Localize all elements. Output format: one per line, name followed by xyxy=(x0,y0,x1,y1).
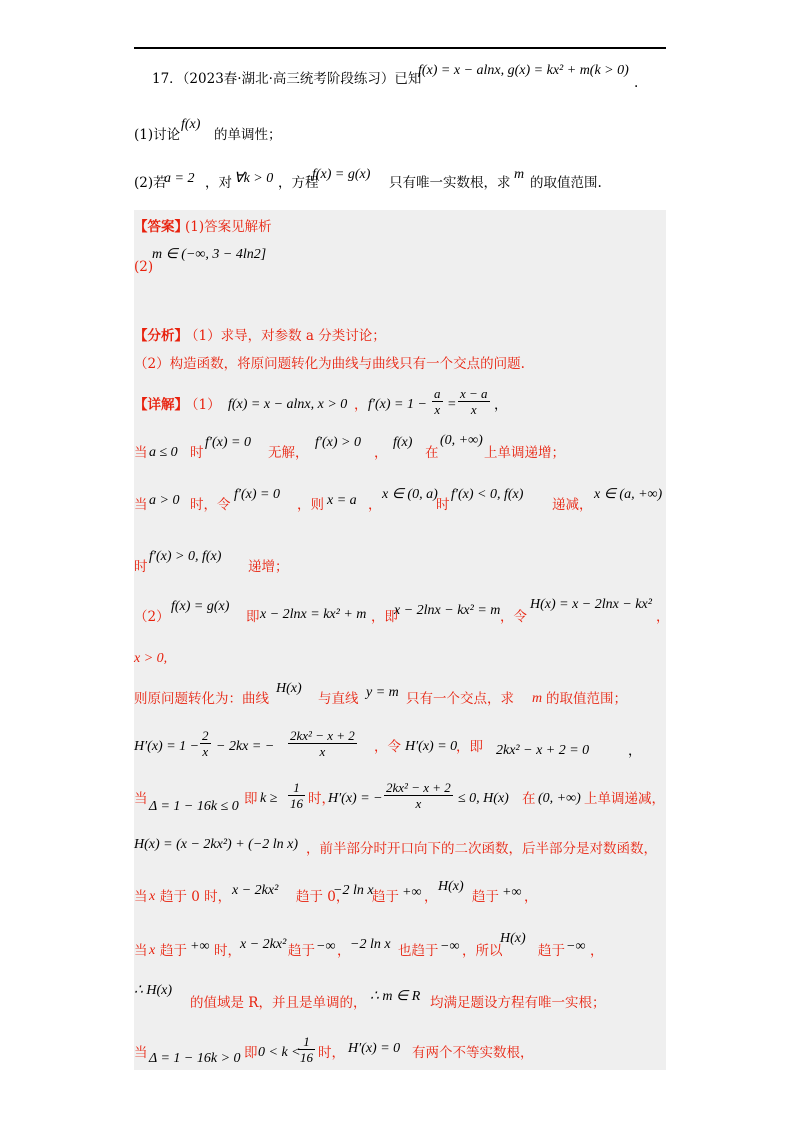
detail-l8-d: ， xyxy=(628,743,642,759)
detail-l12-b: 趋于 xyxy=(160,943,187,959)
detail-l2-expr2: f′(x) > 0 xyxy=(315,435,361,450)
detail-l1-end: ， xyxy=(494,397,508,413)
detail-l11-e: ， xyxy=(424,889,438,905)
detail-l3-b: 时，令 xyxy=(190,497,231,513)
detail-l8-frac1: $\frac{2}{x}$ xyxy=(202,728,209,759)
answer-part1: (1)答案见解析 xyxy=(185,219,272,235)
detail-l8-frac2: $\frac{\text{2kx² − x + 2}}{x}$ xyxy=(290,728,355,759)
detail-l14-k: 0 < k < xyxy=(258,1045,301,1060)
detail-l10-a: ，前半部分时开口向下的二次函数，后半部分是对数函数， xyxy=(306,841,657,857)
detail-l5-a: （2） xyxy=(134,609,170,625)
detail-l3-d: ， xyxy=(368,497,382,513)
detail-l12-c: 时， xyxy=(214,943,241,959)
detail-l11-f: 趋于 xyxy=(472,889,499,905)
detail-l3-expr4: f′(x) < 0, f(x) xyxy=(451,487,524,502)
detail-l11-inf2: +∞ xyxy=(502,885,522,900)
detail-l11-inf: +∞ xyxy=(402,885,422,900)
top-rule xyxy=(134,47,666,49)
detail-l13-a: 的值域是 R，并且是单调的， xyxy=(190,995,367,1011)
detail-l10-expr: H(x) = (x − 2kx²) + (−2 ln x) xyxy=(134,837,299,852)
detail-l7-d: 的取值范围； xyxy=(546,691,627,707)
part2-b: ，对 xyxy=(205,175,232,191)
detail-l3-expr3: x ∈ (0, a) xyxy=(382,487,438,502)
detail-l1-eq: = xyxy=(447,397,457,412)
detail-l3-f: 递减， xyxy=(552,497,593,513)
detail-l9-frac2: $\frac{\text{2kx² − x + 2}}{x}$ xyxy=(386,780,451,811)
detail-l1-frac2: $\frac{x - a}{x}$ xyxy=(460,386,488,417)
detail-l7-expr: H(x) xyxy=(276,681,302,696)
detail-l1-frac1: $\frac{a}{x}$ xyxy=(434,386,441,417)
answer-label: 【答案】 xyxy=(134,219,188,235)
detail-l12-a: 当 xyxy=(134,943,148,959)
detail-l7-a: 则原问题转化为：曲线 xyxy=(134,691,269,707)
detail-l11-expr: x − 2kx² xyxy=(232,883,279,898)
detail-l9-interval: (0, +∞) xyxy=(538,791,581,806)
detail-l2-expr: f′(x) = 0 xyxy=(205,435,251,450)
detail-l9-expr2: ≤ 0, H(x) xyxy=(458,791,509,806)
detail-l5-e: ， xyxy=(656,609,670,625)
detail-l6: x > 0, xyxy=(134,651,168,666)
detail-l9-k: k ≥ xyxy=(260,791,278,806)
answer-part2-expr: m ∈ (−∞, 3 − 4ln2] xyxy=(152,247,267,262)
analysis-line1: （1）求导，对参数 a 分类讨论； xyxy=(185,328,386,344)
detail-l2-f: 上单调递增； xyxy=(484,445,565,461)
detail-l2-e: 在 xyxy=(425,445,439,461)
detail-l1-deriv: f′(x) = 1 − xyxy=(368,397,427,412)
detail-l11-a: 当 xyxy=(134,889,148,905)
part2-a: (2)若 xyxy=(134,175,167,191)
detail-l2-interval: (0, +∞) xyxy=(440,433,483,448)
part1-suffix: 的单调性； xyxy=(214,127,282,143)
detail-l11-b: 趋于 0 时， xyxy=(160,889,232,905)
question-given: f(x) = x − alnx, g(x) = kx² + m(k > 0) xyxy=(418,63,629,78)
analysis-line2: （2）构造函数，将原问题转化为曲线与曲线只有一个交点的问题. xyxy=(134,356,525,372)
detail-l12-h: 趋于 xyxy=(538,943,565,959)
detail-l4-a: 时 xyxy=(134,559,148,575)
detail-l12-expr2: −2 ln x xyxy=(350,937,391,952)
detail-l9-b: 即 xyxy=(244,791,258,807)
detail-l7-m: m xyxy=(532,691,543,706)
detail-l9-cond: Δ = 1 − 16k ≤ 0 xyxy=(149,799,239,814)
detail-l11-c: 趋于 0， xyxy=(296,889,350,905)
detail-l8-expr3: 2kx² − x + 2 = 0 xyxy=(496,743,590,758)
detail-l12-e: ， xyxy=(337,943,351,959)
part2-expr-eq: f(x) = g(x) xyxy=(312,167,371,182)
detail-l7-b: 与直线 xyxy=(318,691,359,707)
detail-l14-frac: $\frac{1}{16}$ xyxy=(300,1034,313,1065)
detail-l3-cond: a > 0 xyxy=(149,493,180,508)
detail-l8-c: ，即 xyxy=(456,739,483,755)
detail-l14-a: 当 xyxy=(134,1045,148,1061)
detail-l3-a: 当 xyxy=(134,497,148,513)
detail-l5-expr2: x − 2lnx = kx² + m xyxy=(260,607,367,622)
detail-l8-expr2: H′(x) = 0 xyxy=(405,739,458,754)
detail-l11-expr3: H(x) xyxy=(438,879,464,894)
part2-expr-k: ∀k > 0 xyxy=(234,171,274,186)
detail-l12-expr3: H(x) xyxy=(500,931,526,946)
detail-l9-c: 时， xyxy=(308,791,335,807)
detail-l2-cond: a ≤ 0 xyxy=(149,445,178,460)
detail-l3-expr2: x = a xyxy=(327,493,357,508)
detail-l2-b: 时 xyxy=(190,445,204,461)
detail-l12-x: x xyxy=(149,943,156,958)
detail-l12-g: ，所以 xyxy=(462,943,503,959)
detail-l8-b: ，令 xyxy=(374,739,401,755)
detail-l5-d: ，令 xyxy=(500,609,527,625)
detail-l7-expr2: y = m xyxy=(366,685,399,700)
detail-l3-expr: f′(x) = 0 xyxy=(234,487,280,502)
detail-l12-inf: +∞ xyxy=(190,939,210,954)
detail-l13-b: 均满足题设方程有唯一实根； xyxy=(430,995,606,1011)
detail-l5-expr3: x − 2lnx − kx² = m xyxy=(394,603,501,618)
detail-l5-expr4: H(x) = x − 2lnx − kx² xyxy=(530,597,652,612)
detail-l3-c: ，则 xyxy=(297,497,324,513)
detail-l12-ninf2: −∞ xyxy=(440,939,460,954)
detail-l9-a: 当 xyxy=(134,791,148,807)
detail-l9-d: 在 xyxy=(522,791,536,807)
detail-l3-expr5: x ∈ (a, +∞) xyxy=(594,487,663,502)
detail-label: 【详解】 xyxy=(134,397,188,413)
detail-l9-e: 上单调递减， xyxy=(584,791,665,807)
detail-l8-mid: − 2kx = − xyxy=(216,739,275,754)
detail-l12-ninf3: −∞ xyxy=(566,939,586,954)
part2-e: 的取值范围. xyxy=(530,175,602,191)
part2-expr-m: m xyxy=(514,167,525,182)
detail-l11-d: 趋于 xyxy=(372,889,399,905)
detail-l5-b: 即 xyxy=(246,609,260,625)
detail-l5-expr: f(x) = g(x) xyxy=(171,599,230,614)
detail-l2-c: 无解， xyxy=(268,445,309,461)
detail-l9-expr: H′(x) = − xyxy=(328,791,383,806)
detail-l2-d: ， xyxy=(374,445,388,461)
part1-expr: f(x) xyxy=(181,117,201,132)
detail-l2-a: 当 xyxy=(134,445,148,461)
detail-l1-a: （1） xyxy=(185,397,221,413)
detail-l5-c: ，即 xyxy=(371,609,398,625)
detail-l11-x: x xyxy=(149,889,156,904)
detail-l9-frac1: $\frac{1}{16}$ xyxy=(290,780,303,811)
part2-d: 只有唯一实数根，求 xyxy=(389,175,511,191)
detail-l11-expr2: −2 ln x xyxy=(333,883,374,898)
detail-l3-e: 时 xyxy=(436,497,450,513)
detail-l12-ninf: −∞ xyxy=(316,939,336,954)
answer-part2-num: (2) xyxy=(134,259,154,275)
detail-l7-c: 只有一个交点，求 xyxy=(406,691,514,707)
detail-l11-g: ， xyxy=(524,889,538,905)
detail-l2-expr3: f(x) xyxy=(393,435,413,450)
analysis-label: 【分析】 xyxy=(134,328,188,344)
detail-l13-expr2: ∴ m ∈ R xyxy=(370,989,421,1004)
detail-l14-d: 有两个不等实数根， xyxy=(412,1045,534,1061)
part2-expr-a: a = 2 xyxy=(164,171,195,186)
detail-l4-expr: f′(x) > 0, f(x) xyxy=(149,549,222,564)
detail-l1-sep: ， xyxy=(354,397,368,413)
question-given-end: . xyxy=(634,75,639,91)
detail-l14-cond: Δ = 1 − 16k > 0 xyxy=(149,1051,241,1066)
question-header: 17．（2023春·湖北·高三统考阶段练习）已知 xyxy=(152,71,422,87)
detail-l12-d: 趋于 xyxy=(288,943,315,959)
detail-l12-expr: x − 2kx² xyxy=(240,937,287,952)
detail-l8-expr: H′(x) = 1 − xyxy=(134,739,200,754)
part1-prefix: (1)讨论 xyxy=(134,127,181,143)
detail-l14-expr: H′(x) = 0 xyxy=(348,1041,401,1056)
detail-l14-c: 时， xyxy=(318,1045,345,1061)
detail-l4-b: 递增； xyxy=(248,559,289,575)
part2-c: ，方程 xyxy=(278,175,319,191)
detail-l1-expr: f(x) = x − alnx, x > 0 xyxy=(228,397,348,412)
detail-l12-i: ， xyxy=(590,943,604,959)
detail-l12-f: 也趋于 xyxy=(398,943,439,959)
detail-l14-b: 即 xyxy=(244,1045,258,1061)
detail-l13-expr: ∴ H(x) xyxy=(134,983,173,998)
